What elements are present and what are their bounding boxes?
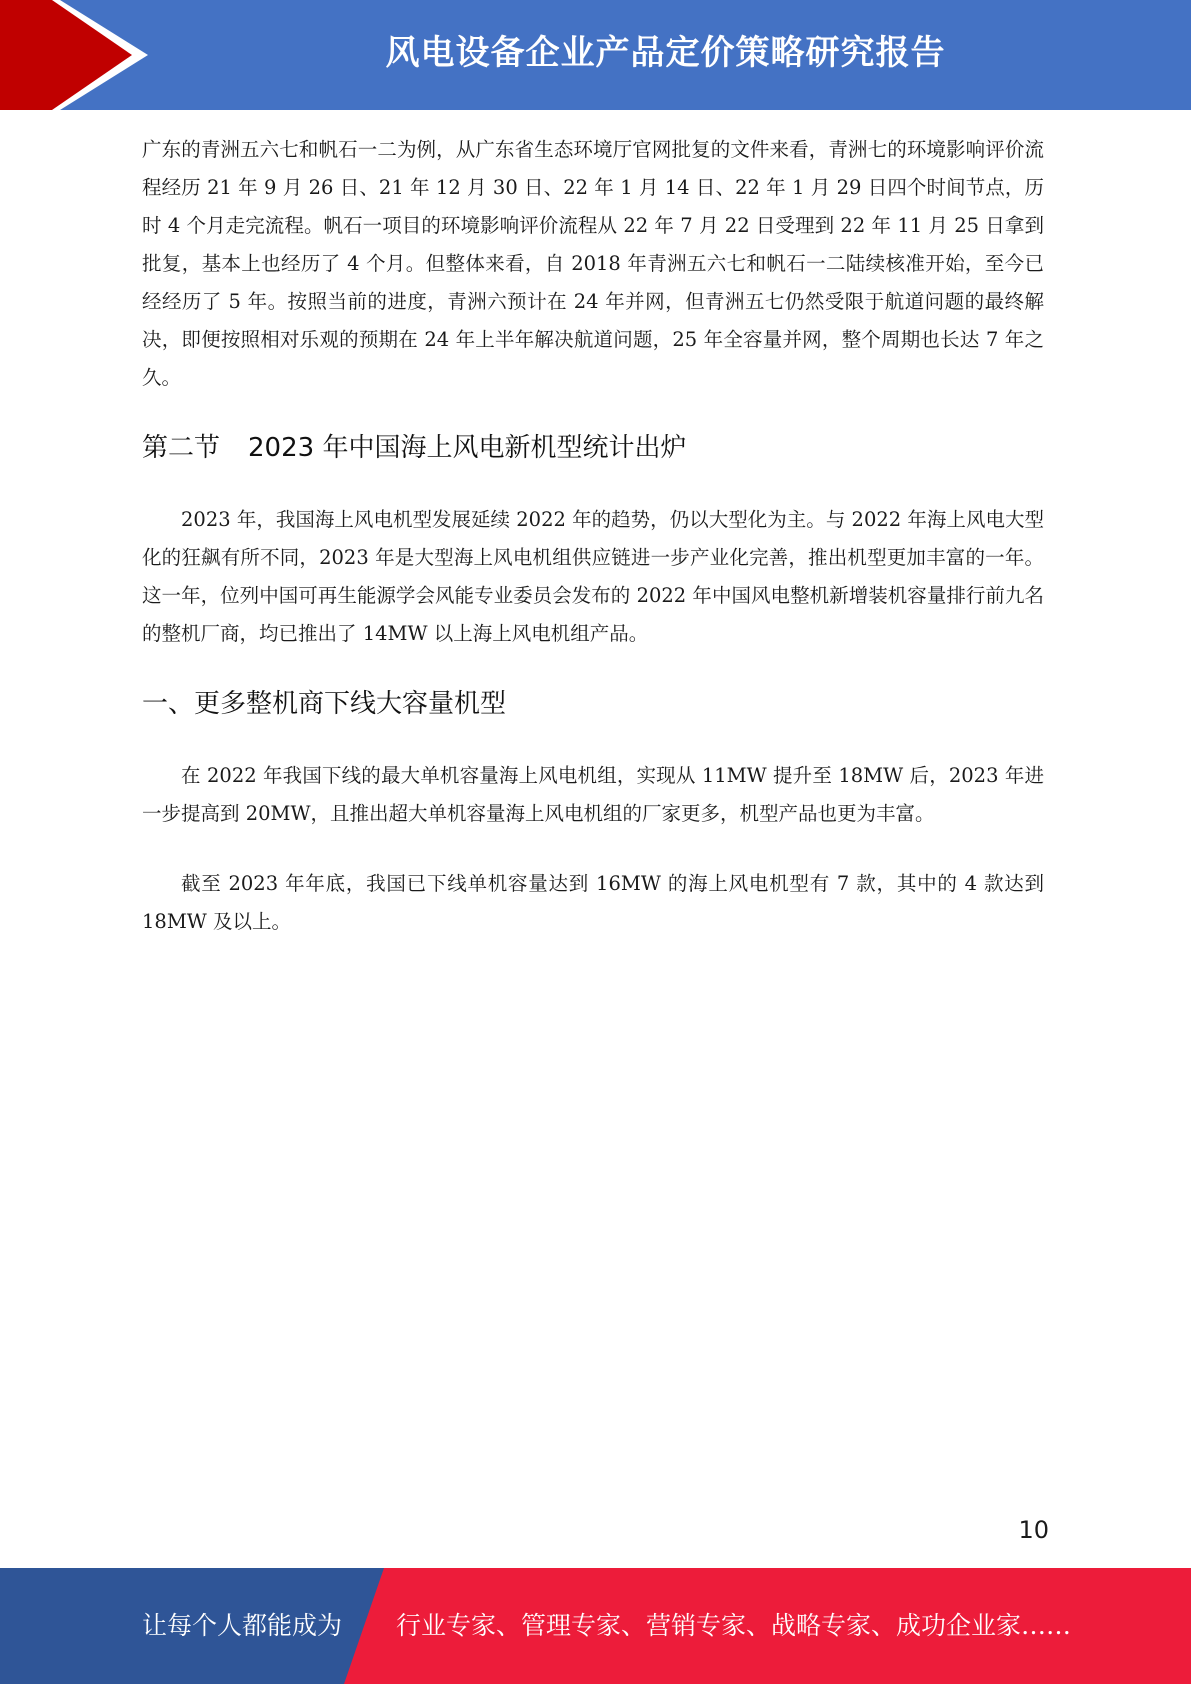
section-title: 2023 年中国海上风电新机型统计出炉	[248, 433, 687, 463]
subsection-paragraph-2: 截至 2023 年年底，我国已下线单机容量达到 16MW 的海上风电机型有 7 款，其中的 4 款达到 18MW 及以上。	[142, 872, 1044, 933]
chevron-red-shape	[0, 0, 132, 110]
footer-slogan-right: 行业专家、管理专家、营销专家、战略专家、成功企业家……	[396, 1611, 1072, 1640]
section-number: 第二节	[142, 433, 221, 463]
page-body	[142, 131, 1044, 941]
section-heading	[142, 429, 1044, 467]
page-header	[0, 0, 1191, 110]
subsection-paragraph-1: 在 2022 年我国下线的最大单机容量海上风电机组，实现从 11MW 提升至 18MW 后，2023 年进一步提高到 20MW，且推出超大单机容量海上风电机组的厂家更多，机型产品也更为丰富。	[142, 764, 1044, 825]
page-number: 10	[1018, 1516, 1049, 1544]
subsection-heading: 一、更多整机商下线大容量机型	[142, 689, 507, 719]
body-paragraph-continued: 广东的青洲五六七和帆石一二为例，从广东省生态环境厅官网批复的文件来看，青洲七的环境影响评价流程经历 21 年 9 月 26 日、21 年 12 月 30 日、22 年 1 月 14 日、22 年 1 月 29 日四个时间节点，历时 4 个月走完流程。帆石一项目的环境影响评价流程从 22 年 7 月 22 日受理到 22 年 11 月 25 日拿到批复，基本上也经历了 4 个月。但整体来看，自 2018 年青洲五六七和帆石一二陆续核准开始，至今已经经历了 5 年。按照当前的进度，青洲六预计在 24 年并网，但青洲五七仍然受限于航道问题的最终解决，即便按照相对乐观的预期在 24 年上半年解决航道问题，25 年全容量并网，整个周期也长达 7 年之久。	[142, 138, 1044, 389]
header-chevron-decoration	[0, 0, 160, 110]
footer-slogan-left: 让每个人都能成为	[142, 1611, 343, 1640]
section-intro-paragraph: 2023 年，我国海上风电机型发展延续 2022 年的趋势，仍以大型化为主。与 2022 年海上风电大型化的狂飙有所不同，2023 年是大型海上风电机组供应链进一步产业化完善，推出机型更加丰富的一年。这一年，位列中国可再生能源学会风能专业委员会发布的 2022 年中国风电整机新增装机容量排行前九名的整机厂商，均已推出了 14MW 以上海上风电机组产品。	[142, 508, 1044, 645]
report-title: 风电设备企业产品定价策略研究报告	[385, 33, 946, 73]
page-footer	[0, 1568, 1191, 1684]
